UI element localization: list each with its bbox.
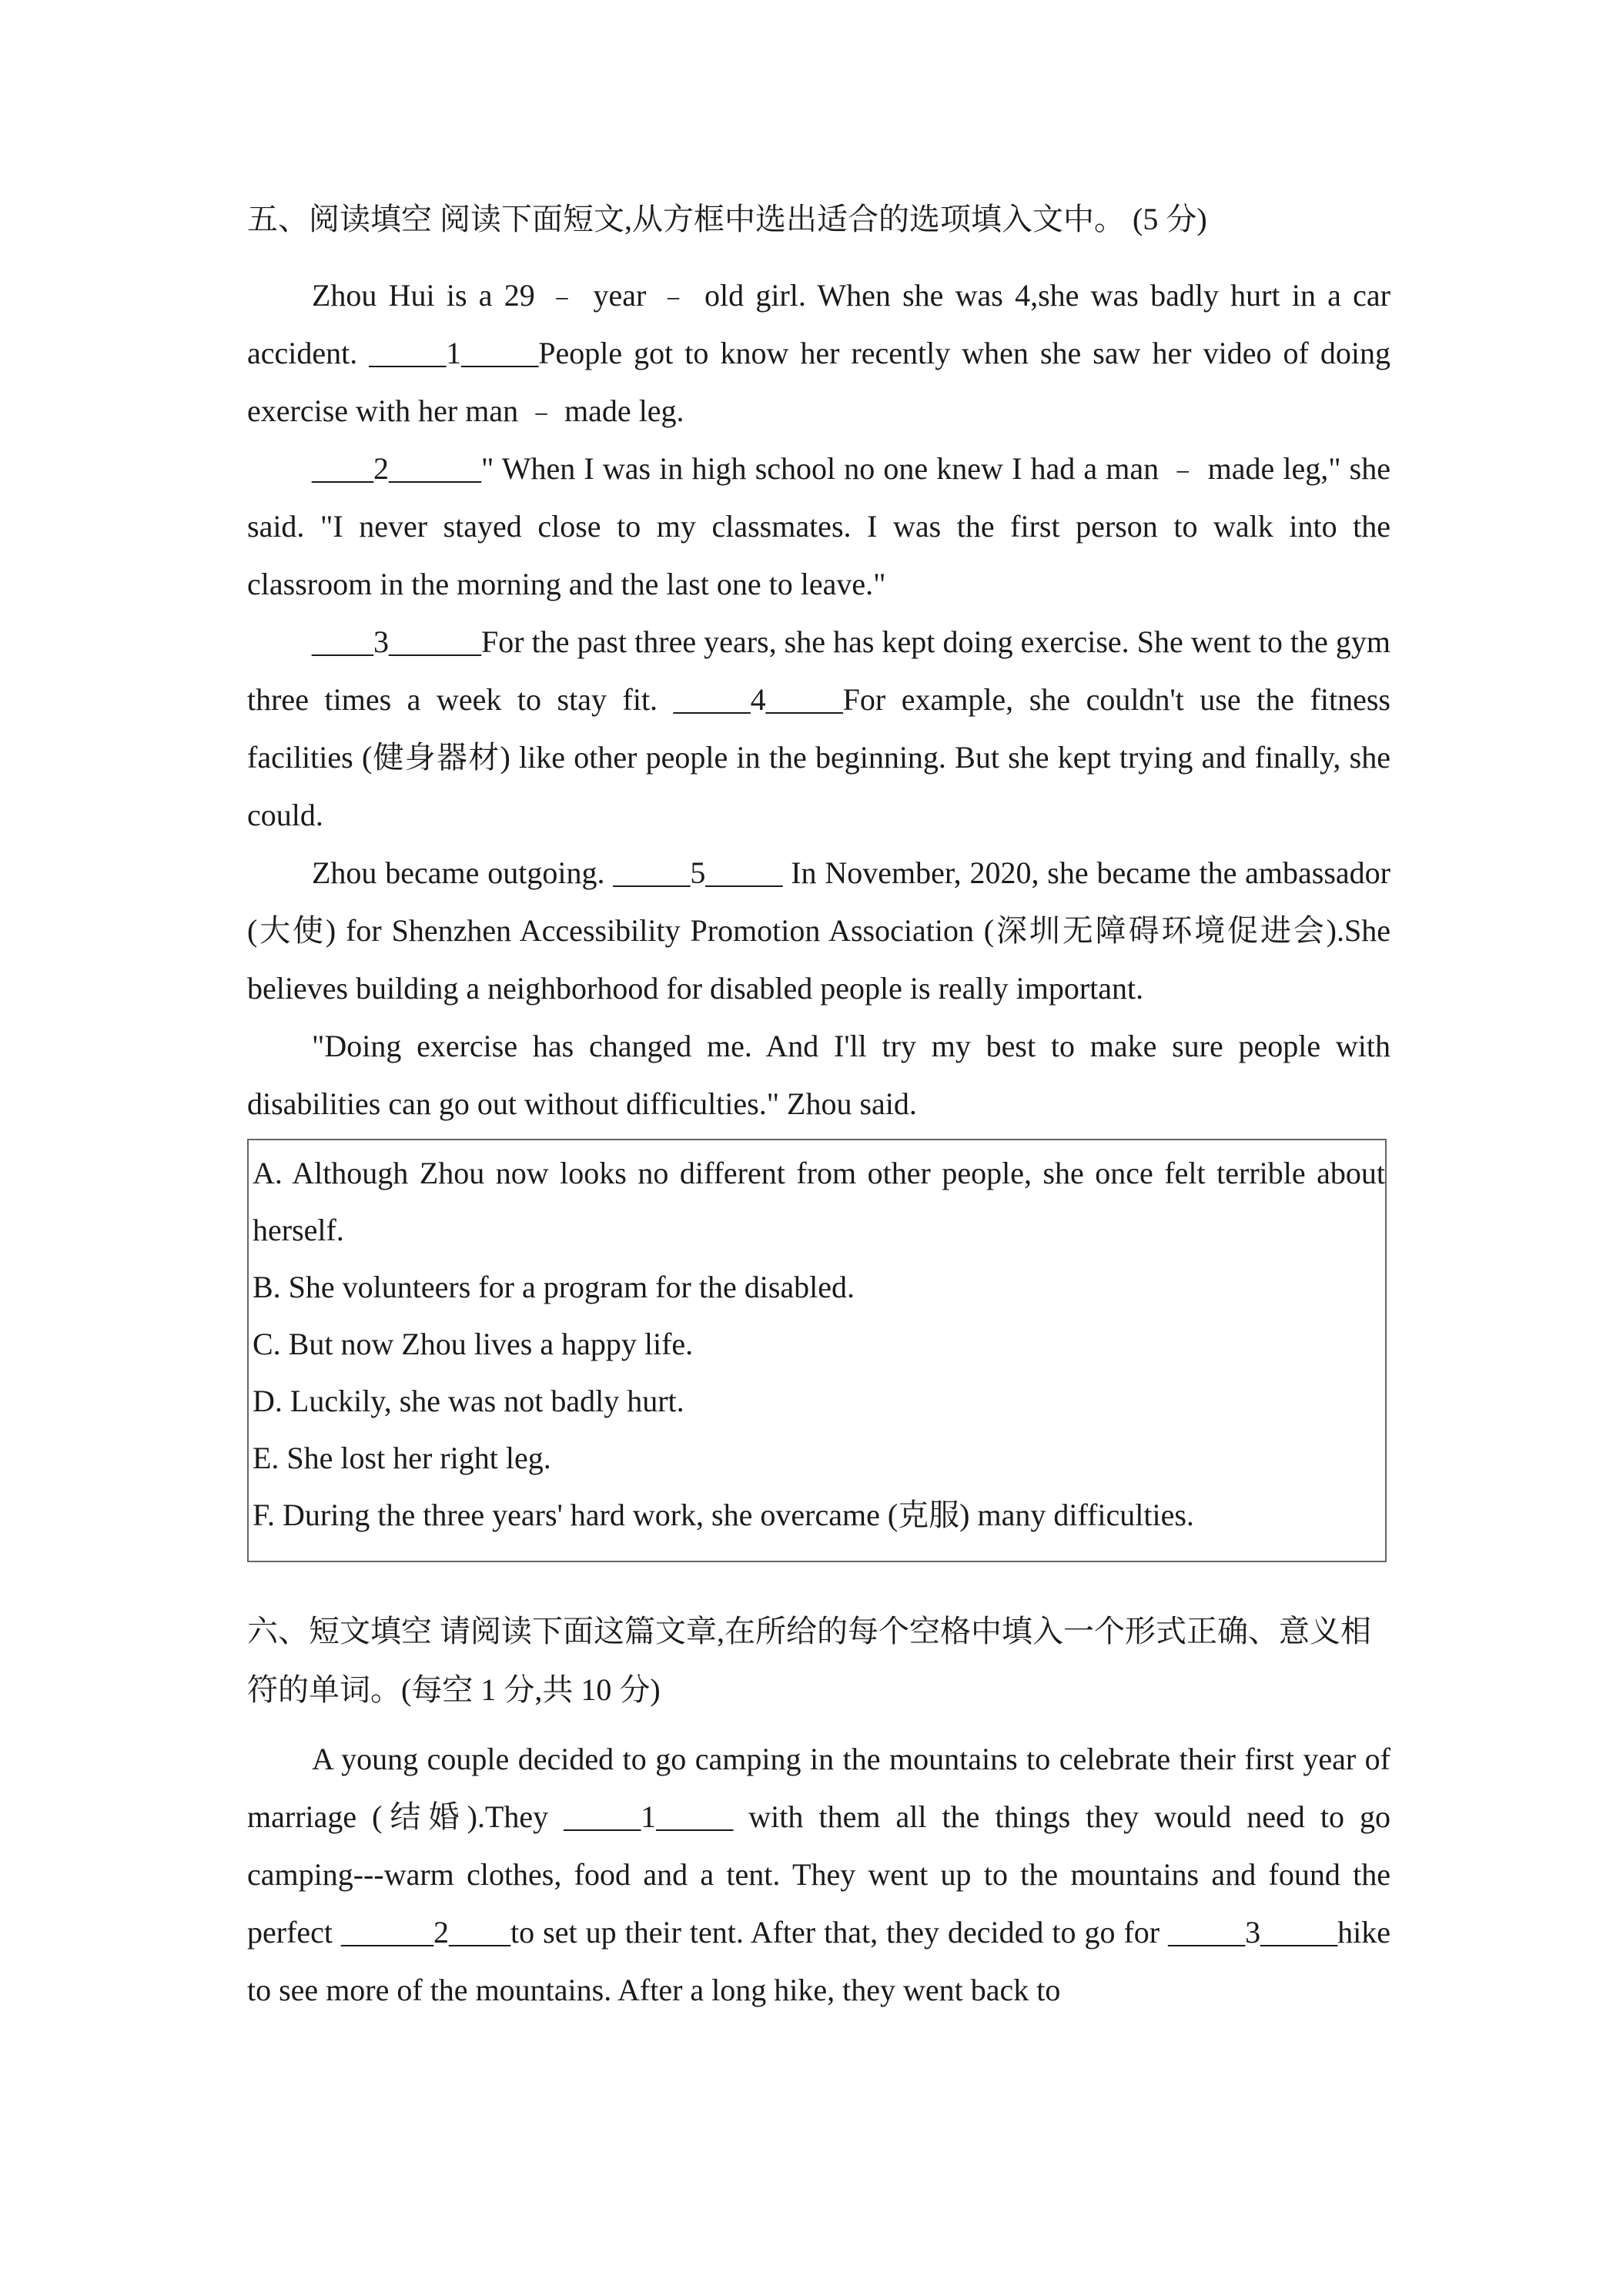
section6-paragraph-1: A young couple decided to go camping in the mountains to celebrate their first year of marriage (结婚).They _____1_____ with them all the things they would need to go camping---warm clothes, food and a tent. They went up to the mountains and found the perfect ______2____to set up their tent. After that, they decided to go for _____3_____hike to see more of the mountains. After a long hike, they went back to	[247, 1742, 1390, 2007]
options-box	[247, 1139, 1387, 1562]
option-e: E. She lost her right leg.	[253, 1441, 551, 1475]
section-gap	[247, 1719, 1390, 1730]
option-a: A. Although Zhou now looks no different from other people, she once felt terrible about herself.	[253, 1156, 1385, 1247]
section5-paragraph-4: Zhou became outgoing. _____5_____ In November, 2020, she became the ambassador (大使) for Shenzhen Accessibility Promotion Association (深圳无障碍环境促进会).She believes building a neighborhood for disabled people is really important.	[247, 855, 1390, 1006]
exam-page	[247, 191, 1390, 2019]
option-d: D. Luckily, she was not badly hurt.	[253, 1384, 684, 1418]
option-f: F. During the three years' hard work, she overcame (克服) many difficulties.	[253, 1498, 1194, 1532]
section5-paragraph-1: Zhou Hui is a 29 ﹣ year ﹣ old girl. When she was 4,she was badly hurt in a car accident. _____1_____People got to know her recently when she saw her video of doing exercise with her man ﹣ made leg.	[247, 278, 1390, 428]
option-b: B. She volunteers for a program for the disabled.	[253, 1270, 855, 1304]
section5-paragraph-2: ____2______" When I was in high school no one knew I had a man ﹣ made leg," she said. "I never stayed close to my classmates. I was the first person to walk into the classroom in the morning and the last one to leave."	[247, 451, 1390, 601]
section5-heading: 五、阅读填空 阅读下面短文,从方框中选出适合的选项填入文中。 (5 分)	[247, 202, 1207, 236]
section6-heading: 六、短文填空 请阅读下面这篇文章,在所给的每个空格中填入一个形式正确、意义相符的单词。(每空 1 分,共 10 分)	[247, 1614, 1371, 1707]
option-c: C. But now Zhou lives a happy life.	[253, 1327, 694, 1361]
section5-paragraph-3: ____3______For the past three years, she has kept doing exercise. She went to the gym three times a week to stay fit. _____4_____For example, she couldn't use the fitness facilities (健身器材) like other people in the beginning. But she kept trying and finally, she could.	[247, 624, 1390, 832]
section5-paragraph-5: "Doing exercise has changed me. And I'll try my best to make sure people with disabilities can go out without difficulties." Zhou said.	[247, 1029, 1390, 1121]
